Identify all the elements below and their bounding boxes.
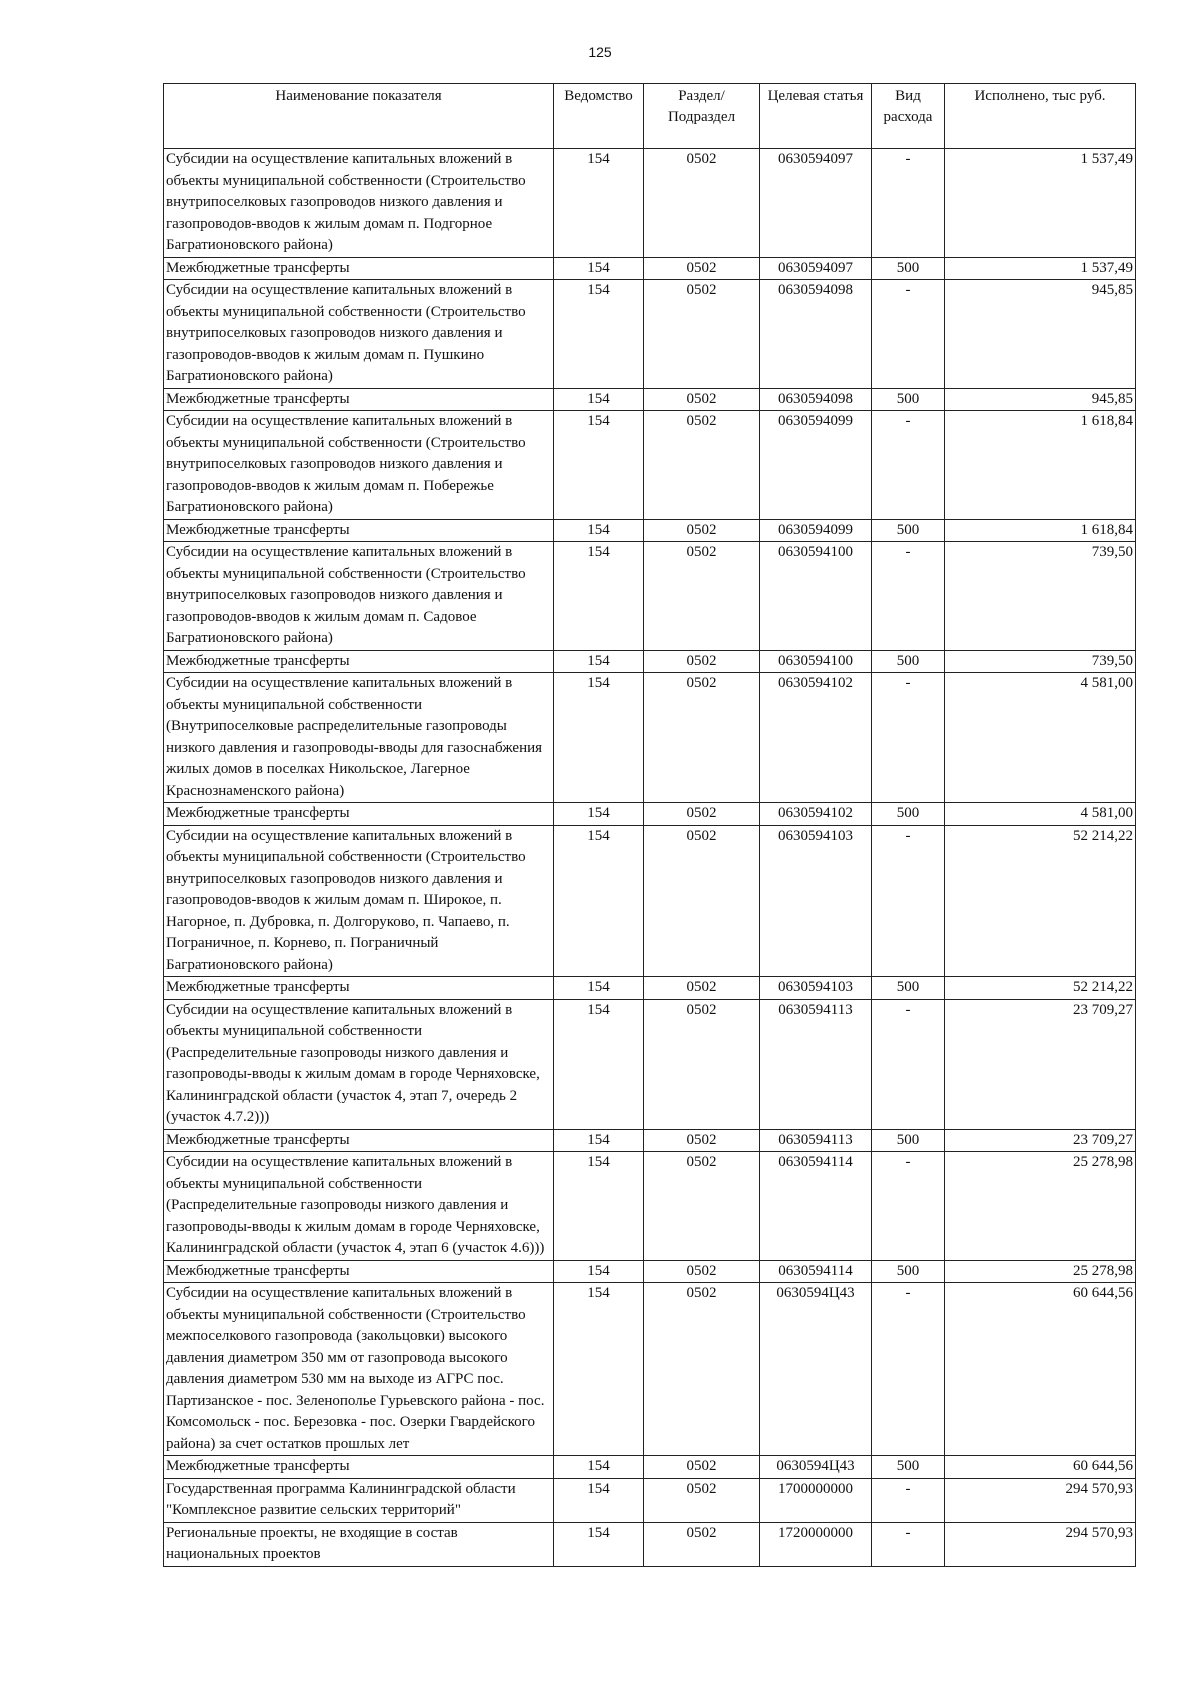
row-expense-type: 500 — [872, 1456, 945, 1479]
row-section: 0502 — [644, 825, 760, 977]
row-target-article: 0630594114 — [760, 1152, 872, 1261]
row-expense-type: - — [872, 825, 945, 977]
row-name: Межбюджетные трансферты — [164, 650, 554, 673]
row-section: 0502 — [644, 803, 760, 826]
row-amount: 945,85 — [945, 388, 1136, 411]
row-amount: 739,50 — [945, 542, 1136, 651]
row-target-article: 0630594097 — [760, 257, 872, 280]
row-expense-type: 500 — [872, 1260, 945, 1283]
row-section: 0502 — [644, 1522, 760, 1566]
row-expense-type: - — [872, 1478, 945, 1522]
table-row — [164, 542, 1136, 651]
header-department: Ведомство — [554, 84, 644, 149]
row-expense-type: 500 — [872, 650, 945, 673]
row-expense-type: - — [872, 1152, 945, 1261]
row-department: 154 — [554, 1129, 644, 1152]
row-name: Субсидии на осуществление капитальных вложений в объекты муниципальной собственности (Строительство межпоселкового газопровода (закольцовки) высокого давления диаметром 350 мм от газопровода высокого давления диаметром 530 мм на выходе из АГРС пос. Партизанское - пос. Зеленополье Гурьевского района - пос. Комсомольск - пос. Березовка - пос. Озерки Гвардейского района) за счет остатков прошлых лет — [164, 1283, 554, 1456]
table-row — [164, 825, 1136, 977]
row-section: 0502 — [644, 650, 760, 673]
row-target-article: 0630594102 — [760, 803, 872, 826]
row-target-article: 0630594099 — [760, 411, 872, 520]
row-name: Субсидии на осуществление капитальных вложений в объекты муниципальной собственности (Строительство внутрипоселковых газопроводов низкого давления и газопроводов-вводов к жилым домам п. Побережье Багратионовского района) — [164, 411, 554, 520]
row-amount: 294 570,93 — [945, 1522, 1136, 1566]
row-expense-type: - — [872, 1522, 945, 1566]
row-amount: 60 644,56 — [945, 1456, 1136, 1479]
table-row — [164, 650, 1136, 673]
row-name: Межбюджетные трансферты — [164, 1129, 554, 1152]
row-target-article: 0630594Ц43 — [760, 1456, 872, 1479]
table-row — [164, 1260, 1136, 1283]
row-expense-type: - — [872, 999, 945, 1129]
row-target-article: 0630594103 — [760, 977, 872, 1000]
row-amount: 294 570,93 — [945, 1478, 1136, 1522]
row-amount: 1 537,49 — [945, 257, 1136, 280]
row-department: 154 — [554, 999, 644, 1129]
row-expense-type: 500 — [872, 388, 945, 411]
row-target-article: 0630594099 — [760, 519, 872, 542]
row-expense-type: - — [872, 542, 945, 651]
row-target-article: 0630594098 — [760, 388, 872, 411]
table-row — [164, 1478, 1136, 1522]
row-target-article: 0630594102 — [760, 673, 872, 803]
table-row — [164, 1283, 1136, 1456]
table-row — [164, 411, 1136, 520]
row-target-article: 0630594100 — [760, 542, 872, 651]
row-expense-type: 500 — [872, 977, 945, 1000]
table-row — [164, 803, 1136, 826]
row-department: 154 — [554, 673, 644, 803]
row-target-article: 0630594103 — [760, 825, 872, 977]
row-section: 0502 — [644, 1152, 760, 1261]
row-amount: 25 278,98 — [945, 1260, 1136, 1283]
table-row — [164, 149, 1136, 258]
row-amount: 945,85 — [945, 280, 1136, 389]
row-name: Межбюджетные трансферты — [164, 1456, 554, 1479]
table-row — [164, 388, 1136, 411]
row-department: 154 — [554, 519, 644, 542]
row-expense-type: 500 — [872, 519, 945, 542]
row-department: 154 — [554, 1283, 644, 1456]
row-department: 154 — [554, 257, 644, 280]
page-number: 125 — [588, 44, 612, 60]
row-section: 0502 — [644, 999, 760, 1129]
table-row — [164, 519, 1136, 542]
row-section: 0502 — [644, 673, 760, 803]
row-target-article: 0630594114 — [760, 1260, 872, 1283]
row-department: 154 — [554, 1456, 644, 1479]
row-target-article: 1700000000 — [760, 1478, 872, 1522]
row-department: 154 — [554, 1478, 644, 1522]
row-amount: 52 214,22 — [945, 825, 1136, 977]
row-name: Субсидии на осуществление капитальных вложений в объекты муниципальной собственности (Внутрипоселковые распределительные газопроводы низкого давления и газопроводы-вводы для газоснабжения жилых домов в поселках Никольское, Лагерное Краснознаменского района) — [164, 673, 554, 803]
row-section: 0502 — [644, 257, 760, 280]
row-name: Межбюджетные трансферты — [164, 803, 554, 826]
row-amount: 4 581,00 — [945, 803, 1136, 826]
table-row — [164, 1522, 1136, 1566]
row-name: Региональные проекты, не входящие в состав национальных проектов — [164, 1522, 554, 1566]
row-department: 154 — [554, 411, 644, 520]
row-department: 154 — [554, 388, 644, 411]
row-department: 154 — [554, 1522, 644, 1566]
row-expense-type: - — [872, 673, 945, 803]
row-name: Межбюджетные трансферты — [164, 977, 554, 1000]
row-expense-type: 500 — [872, 1129, 945, 1152]
row-department: 154 — [554, 803, 644, 826]
table-row — [164, 1456, 1136, 1479]
row-section: 0502 — [644, 542, 760, 651]
row-department: 154 — [554, 280, 644, 389]
row-amount: 25 278,98 — [945, 1152, 1136, 1261]
budget-execution-table — [163, 83, 1136, 1567]
row-section: 0502 — [644, 411, 760, 520]
row-target-article: 0630594Ц43 — [760, 1283, 872, 1456]
row-section: 0502 — [644, 1283, 760, 1456]
table-row — [164, 1129, 1136, 1152]
row-name: Межбюджетные трансферты — [164, 388, 554, 411]
row-department: 154 — [554, 977, 644, 1000]
row-target-article: 0630594098 — [760, 280, 872, 389]
row-section: 0502 — [644, 149, 760, 258]
row-section: 0502 — [644, 519, 760, 542]
table-row — [164, 280, 1136, 389]
row-amount: 739,50 — [945, 650, 1136, 673]
row-name: Субсидии на осуществление капитальных вложений в объекты муниципальной собственности (Строительство внутрипоселковых газопроводов низкого давления и газопроводов-вводов к жилым домам п. Садовое Багратионовского района) — [164, 542, 554, 651]
row-expense-type: - — [872, 149, 945, 258]
row-amount: 60 644,56 — [945, 1283, 1136, 1456]
table-body — [164, 149, 1136, 1567]
row-name: Межбюджетные трансферты — [164, 1260, 554, 1283]
row-department: 154 — [554, 1260, 644, 1283]
row-expense-type: - — [872, 280, 945, 389]
header-indicator-name: Наименование показателя — [164, 84, 554, 149]
row-section: 0502 — [644, 1478, 760, 1522]
row-name: Субсидии на осуществление капитальных вложений в объекты муниципальной собственности (Строительство внутрипоселковых газопроводов низкого давления и газопроводов-вводов к жилым домам п. Подгорное Багратионовского района) — [164, 149, 554, 258]
row-name: Субсидии на осуществление капитальных вложений в объекты муниципальной собственности (Распределительные газопроводы низкого давления и газопроводы-вводы к жилым домам в городе Черняховске, Калининградской области (участок 4, этап 6 (участок 4.6))) — [164, 1152, 554, 1261]
row-target-article: 0630594113 — [760, 999, 872, 1129]
row-target-article: 0630594113 — [760, 1129, 872, 1152]
row-department: 154 — [554, 650, 644, 673]
row-target-article: 1720000000 — [760, 1522, 872, 1566]
row-expense-type: - — [872, 411, 945, 520]
row-section: 0502 — [644, 1260, 760, 1283]
header-executed-amount: Исполнено, тыс руб. — [945, 84, 1136, 149]
table-row — [164, 257, 1136, 280]
row-target-article: 0630594097 — [760, 149, 872, 258]
table-row — [164, 977, 1136, 1000]
header-expense-type: Вид расхода — [872, 84, 945, 149]
row-department: 154 — [554, 1152, 644, 1261]
row-name: Межбюджетные трансферты — [164, 519, 554, 542]
table-row — [164, 999, 1136, 1129]
row-expense-type: 500 — [872, 803, 945, 826]
table-row — [164, 673, 1136, 803]
row-department: 154 — [554, 825, 644, 977]
row-name: Субсидии на осуществление капитальных вложений в объекты муниципальной собственности (Строительство внутрипоселковых газопроводов низкого давления и газопроводов-вводов к жилым домам п. Широкое, п. Нагорное, п. Дубровка, п. Долгоруково, п. Чапаево, п. Пограничное, п. Корнево, п. Пограничный Багратионовского района) — [164, 825, 554, 977]
row-expense-type: 500 — [872, 257, 945, 280]
row-amount: 1 537,49 — [945, 149, 1136, 258]
row-name: Субсидии на осуществление капитальных вложений в объекты муниципальной собственности (Распределительные газопроводы низкого давления и газопроводы-вводы к жилым домам в городе Черняховске, Калининградской области (участок 4, этап 7, очередь 2 (участок 4.7.2))) — [164, 999, 554, 1129]
table-header-row — [164, 84, 1136, 149]
row-name: Межбюджетные трансферты — [164, 257, 554, 280]
row-section: 0502 — [644, 1129, 760, 1152]
header-target-article: Целевая статья — [760, 84, 872, 149]
row-section: 0502 — [644, 280, 760, 389]
header-section: Раздел/ Подраздел — [644, 84, 760, 149]
row-amount: 23 709,27 — [945, 999, 1136, 1129]
row-section: 0502 — [644, 977, 760, 1000]
row-expense-type: - — [872, 1283, 945, 1456]
row-target-article: 0630594100 — [760, 650, 872, 673]
row-section: 0502 — [644, 1456, 760, 1479]
row-amount: 1 618,84 — [945, 411, 1136, 520]
row-amount: 4 581,00 — [945, 673, 1136, 803]
row-section: 0502 — [644, 388, 760, 411]
table-row — [164, 1152, 1136, 1261]
row-amount: 1 618,84 — [945, 519, 1136, 542]
row-name: Субсидии на осуществление капитальных вложений в объекты муниципальной собственности (Строительство внутрипоселковых газопроводов низкого давления и газопроводов-вводов к жилым домам п. Пушкино Багратионовского района) — [164, 280, 554, 389]
row-amount: 23 709,27 — [945, 1129, 1136, 1152]
row-department: 154 — [554, 542, 644, 651]
row-department: 154 — [554, 149, 644, 258]
row-amount: 52 214,22 — [945, 977, 1136, 1000]
row-name: Государственная программа Калининградской области "Комплексное развитие сельских территорий" — [164, 1478, 554, 1522]
